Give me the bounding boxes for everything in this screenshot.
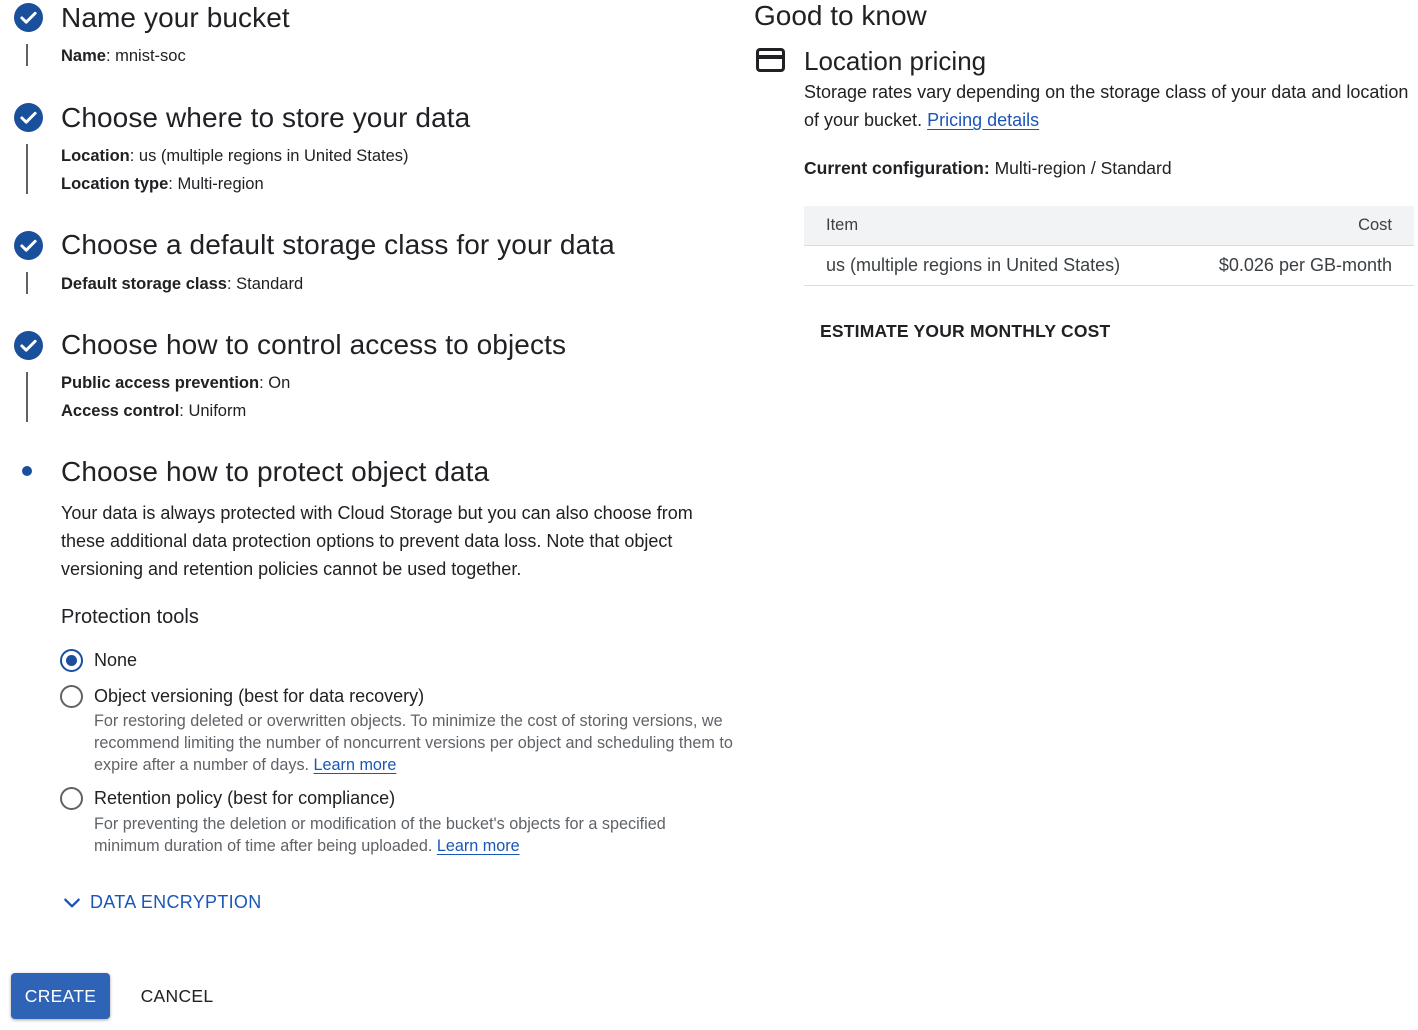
- active-step-dot-icon: [22, 466, 32, 476]
- radio-label: Retention policy (best for compliance): [94, 788, 396, 808]
- column-header-cost: Cost: [1181, 206, 1414, 245]
- current-configuration: Current configuration: Multi-region / Standard: [804, 158, 1172, 178]
- step-detail-public-access: Public access prevention: On: [61, 374, 291, 392]
- step-connector: [26, 272, 28, 294]
- step-connector: [26, 44, 28, 66]
- check-circle-icon: [14, 103, 43, 132]
- table-cell-cost: $0.026 per GB-month: [1181, 245, 1414, 285]
- protect-description: Your data is always protected with Cloud Storage but you can also choose from these additional data protection options to prevent data loss. Note that object versioning and retention policies cannot be used together.: [61, 503, 693, 579]
- step-connector: [26, 144, 28, 194]
- step-detail-name: Name: mnist-soc: [61, 47, 186, 65]
- estimate-monthly-cost-button[interactable]: ESTIMATE YOUR MONTHLY COST: [804, 314, 1126, 348]
- step-title: Choose where to store your data: [61, 102, 471, 133]
- table-header-row: [804, 206, 1414, 245]
- chevron-down-icon: [62, 893, 82, 913]
- check-circle-icon: [14, 231, 43, 260]
- radio-retention-policy[interactable]: [60, 787, 395, 810]
- step-connector: [26, 372, 28, 422]
- step-detail-access-control: Access control: Uniform: [61, 402, 247, 420]
- step-title: Choose how to control access to objects: [61, 329, 567, 360]
- step-title: Name your bucket: [61, 2, 290, 33]
- column-header-item: Item: [804, 206, 1181, 245]
- check-circle-icon: [14, 3, 43, 32]
- data-encryption-expander[interactable]: [62, 892, 262, 913]
- step-title: Choose a default storage class for your data: [61, 229, 615, 260]
- learn-more-link[interactable]: Learn more: [436, 837, 520, 855]
- protection-tools-label: Protection tools: [61, 606, 199, 628]
- good-to-know-title: Good to know: [754, 0, 927, 31]
- location-pricing-description: Storage rates vary depending on the storage class of your data and location of your bucket. Pricing details: [804, 82, 1409, 130]
- step-detail-location-type: Location type: Multi-region: [61, 175, 264, 193]
- radio-object-versioning[interactable]: [60, 685, 424, 708]
- step-title: Choose how to protect object data: [61, 456, 490, 487]
- pricing-details-link[interactable]: Pricing details: [927, 110, 1040, 130]
- table-row: [804, 245, 1414, 285]
- create-button[interactable]: CREATE: [11, 973, 110, 1019]
- step-detail-storage-class: Default storage class: Standard: [61, 275, 304, 293]
- radio-label: Object versioning (best for data recovery): [94, 686, 425, 706]
- data-encryption-label: DATA ENCRYPTION: [90, 892, 262, 912]
- retention-policy-description: For preventing the deletion or modification of the bucket's objects for a specified minimum duration of time after being uploaded. Learn more: [94, 815, 666, 855]
- cancel-button[interactable]: CANCEL: [126, 973, 228, 1019]
- table-cell-item: us (multiple regions in United States): [804, 245, 1181, 285]
- radio-button[interactable]: [60, 787, 83, 810]
- location-pricing-title: Location pricing: [804, 46, 987, 76]
- radio-button-checked[interactable]: [60, 649, 83, 672]
- object-versioning-description: For restoring deleted or overwritten objects. To minimize the cost of storing versions, we recommend limiting the number of noncurrent versions per object and scheduling them to expire after a number of days. Learn more: [94, 712, 733, 774]
- radio-button[interactable]: [60, 685, 83, 708]
- learn-more-link[interactable]: Learn more: [313, 756, 397, 774]
- radio-label: None: [94, 650, 138, 670]
- credit-card-icon: [756, 48, 785, 72]
- check-circle-icon: [14, 331, 43, 360]
- step-detail-location: Location: us (multiple regions in United States): [61, 147, 409, 165]
- pricing-table: [804, 206, 1414, 286]
- radio-none[interactable]: [60, 649, 137, 672]
